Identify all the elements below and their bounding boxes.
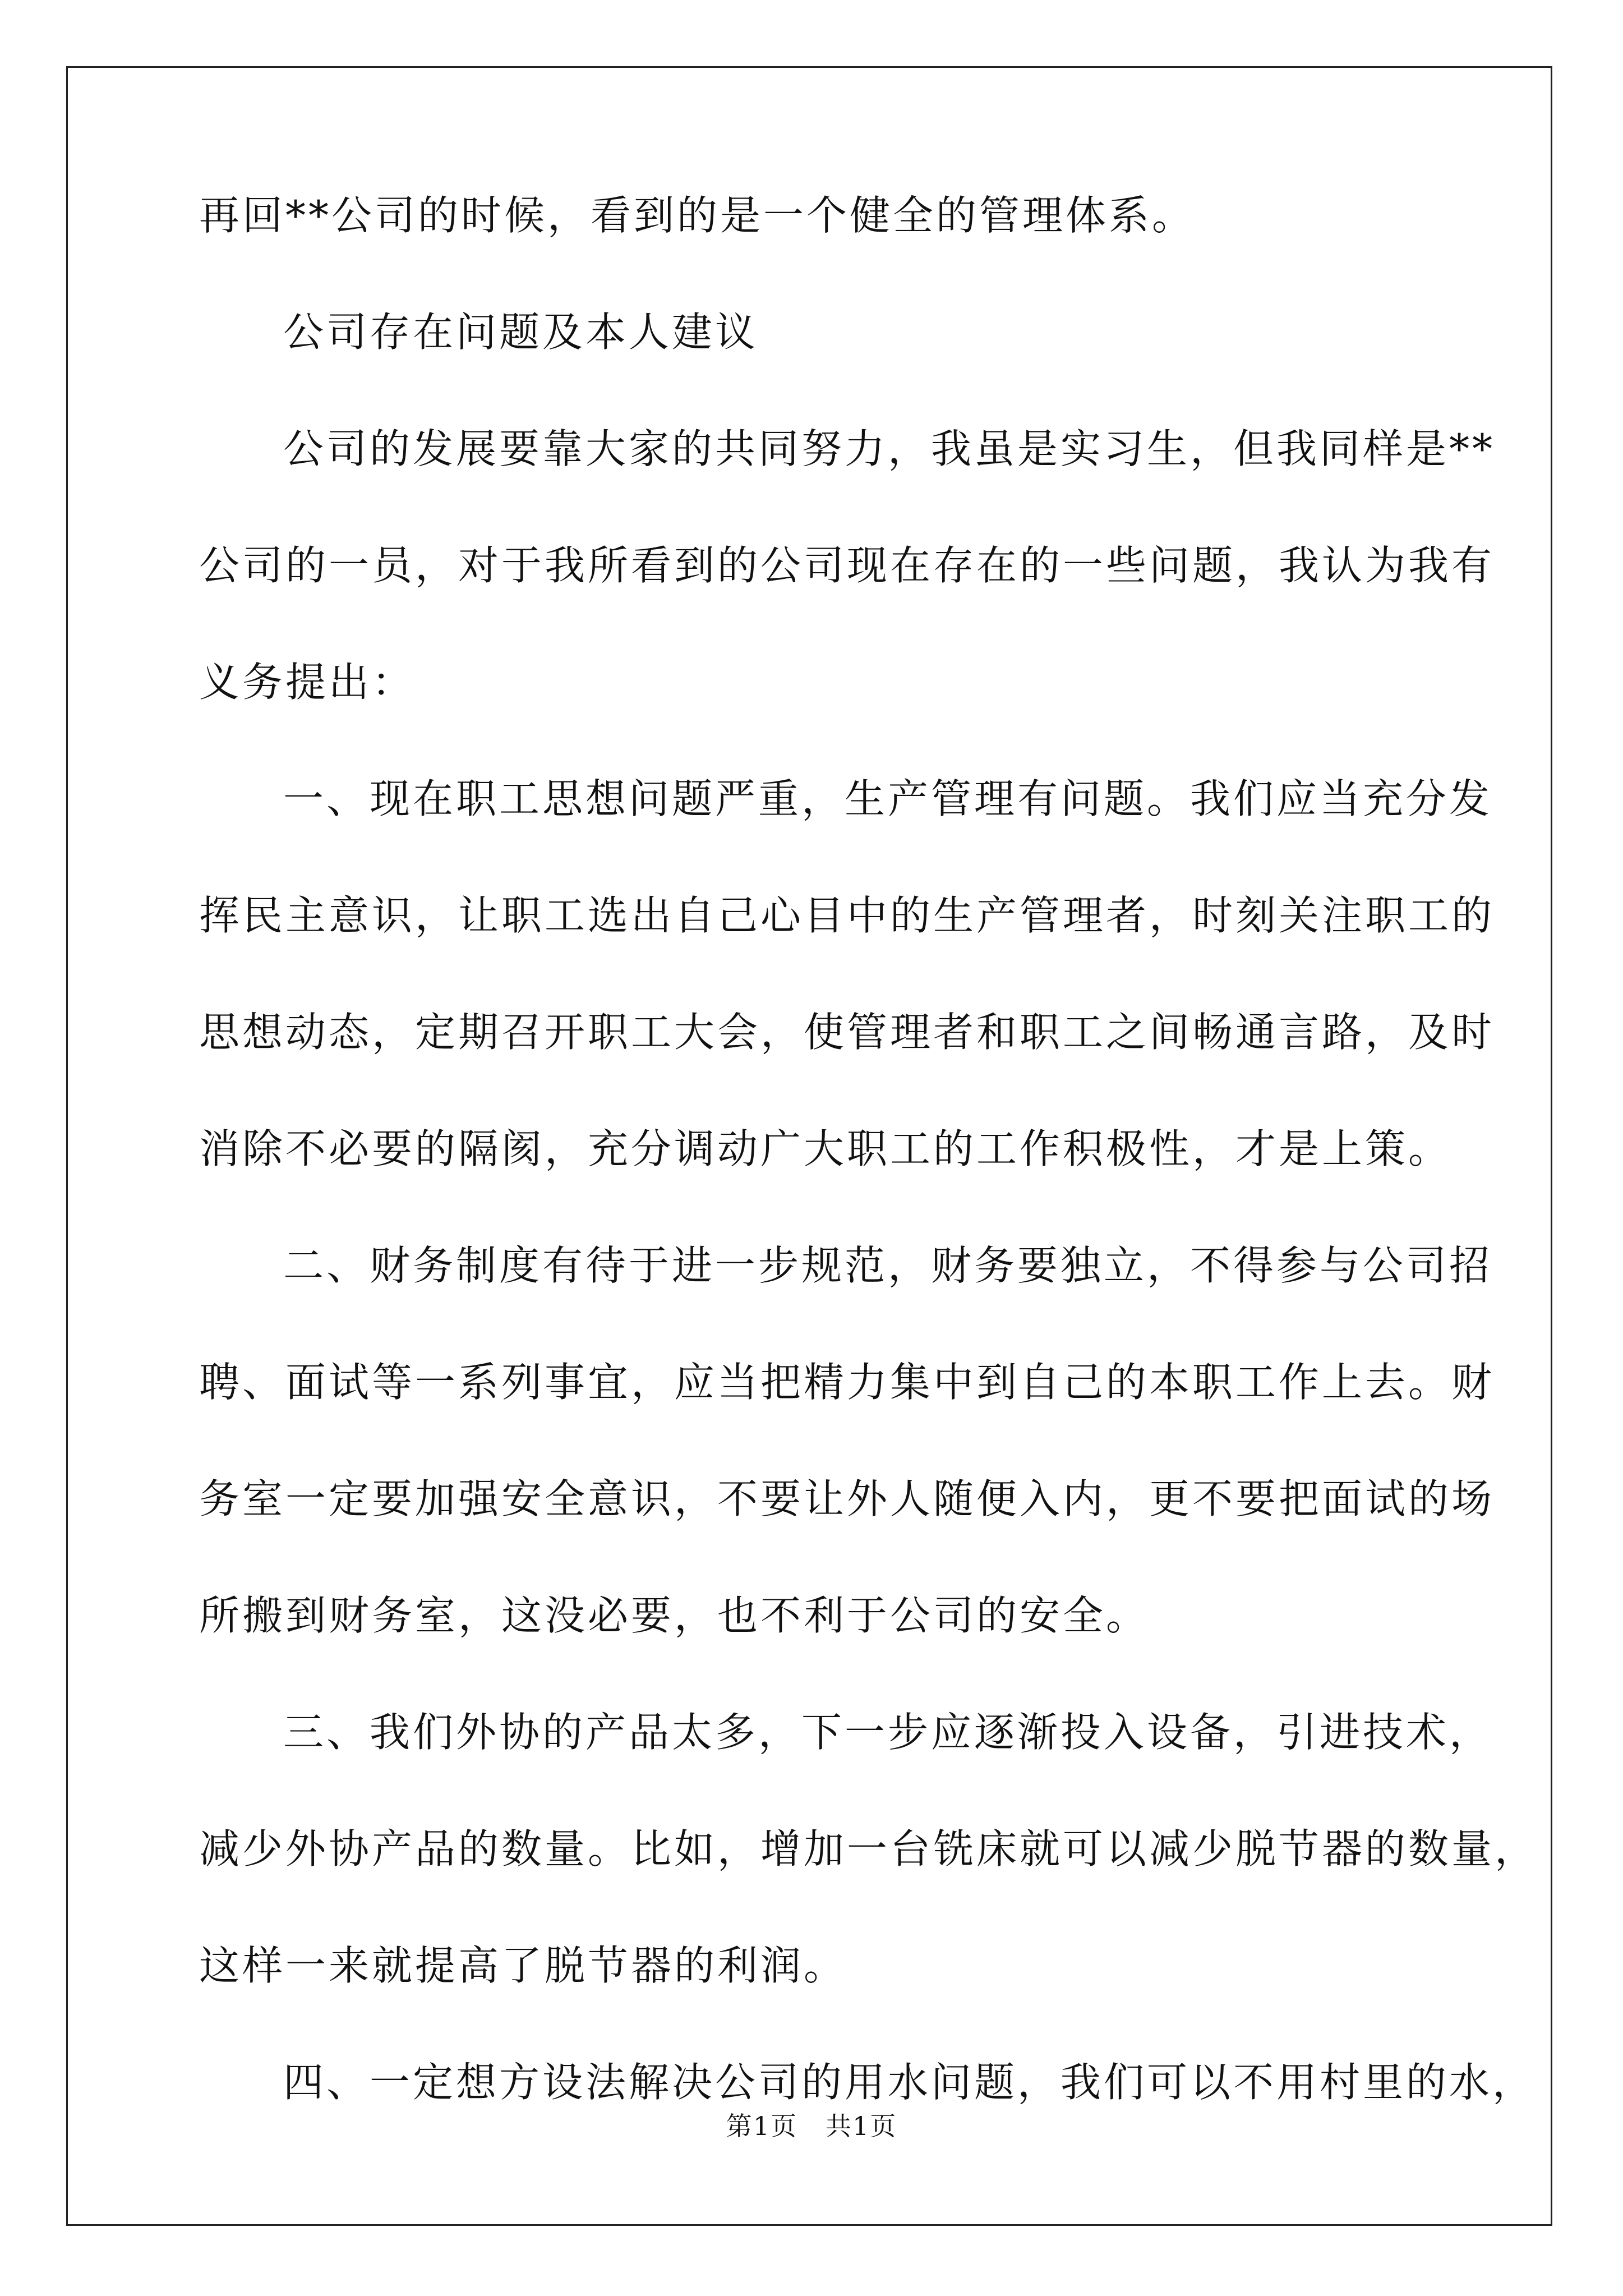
paragraph-line: 公司的一员，对于我所看到的公司现在存在的一些问题，我认为我有 — [199, 542, 1495, 589]
paragraph-line: 消除不必要的隔阂，充分调动广大职工的工作积极性，才是上策。 — [199, 1125, 1452, 1172]
paragraph-line: 再回**公司的时候，看到的是一个健全的管理体系。 — [199, 192, 1196, 239]
page-footer — [0, 2110, 1623, 2142]
paragraph-line: 这样一来就提高了脱节器的利润。 — [199, 1942, 847, 1989]
paragraph-line: 义务提出： — [199, 659, 416, 706]
paragraph-line: 挥民主意识，让职工选出自己心目中的生产管理者，时刻关注职工的 — [199, 892, 1495, 939]
paragraph-line: 思想动态，定期召开职工大会，使管理者和职工之间畅通言路，及时 — [199, 1009, 1495, 1056]
paragraph-line: 一、现在职工思想问题严重，生产管理有问题。我们应当充分发 — [283, 775, 1493, 822]
paragraph-line: 二、财务制度有待于进一步规范，财务要独立，不得参与公司招 — [283, 1242, 1493, 1289]
paragraph-line: 公司的发展要靠大家的共同努力，我虽是实习生，但我同样是** — [283, 425, 1496, 472]
paragraph-line: 三、我们外协的产品太多，下一步应逐渐投入设备，引进技术， — [283, 1709, 1493, 1756]
page-total: 共1页 — [826, 2111, 897, 2141]
document-body — [199, 192, 1538, 2106]
paragraph-line: 四、一定想方设法解决公司的用水问题，我们可以不用村里的水， — [283, 2059, 1536, 2106]
section-heading: 公司存在问题及本人建议 — [283, 309, 759, 356]
page-number: 第1页 — [726, 2111, 797, 2141]
paragraph-line: 聘、面试等一系列事宜，应当把精力集中到自己的本职工作上去。财 — [199, 1359, 1495, 1406]
paragraph-line: 务室一定要加强安全意识，不要让外人随便入内，更不要把面试的场 — [199, 1475, 1495, 1522]
paragraph-line: 减少外协产品的数量。比如，增加一台铣床就可以减少脱节器的数量， — [199, 1825, 1538, 1872]
paragraph-line: 所搬到财务室，这没必要，也不利于公司的安全。 — [199, 1592, 1150, 1639]
